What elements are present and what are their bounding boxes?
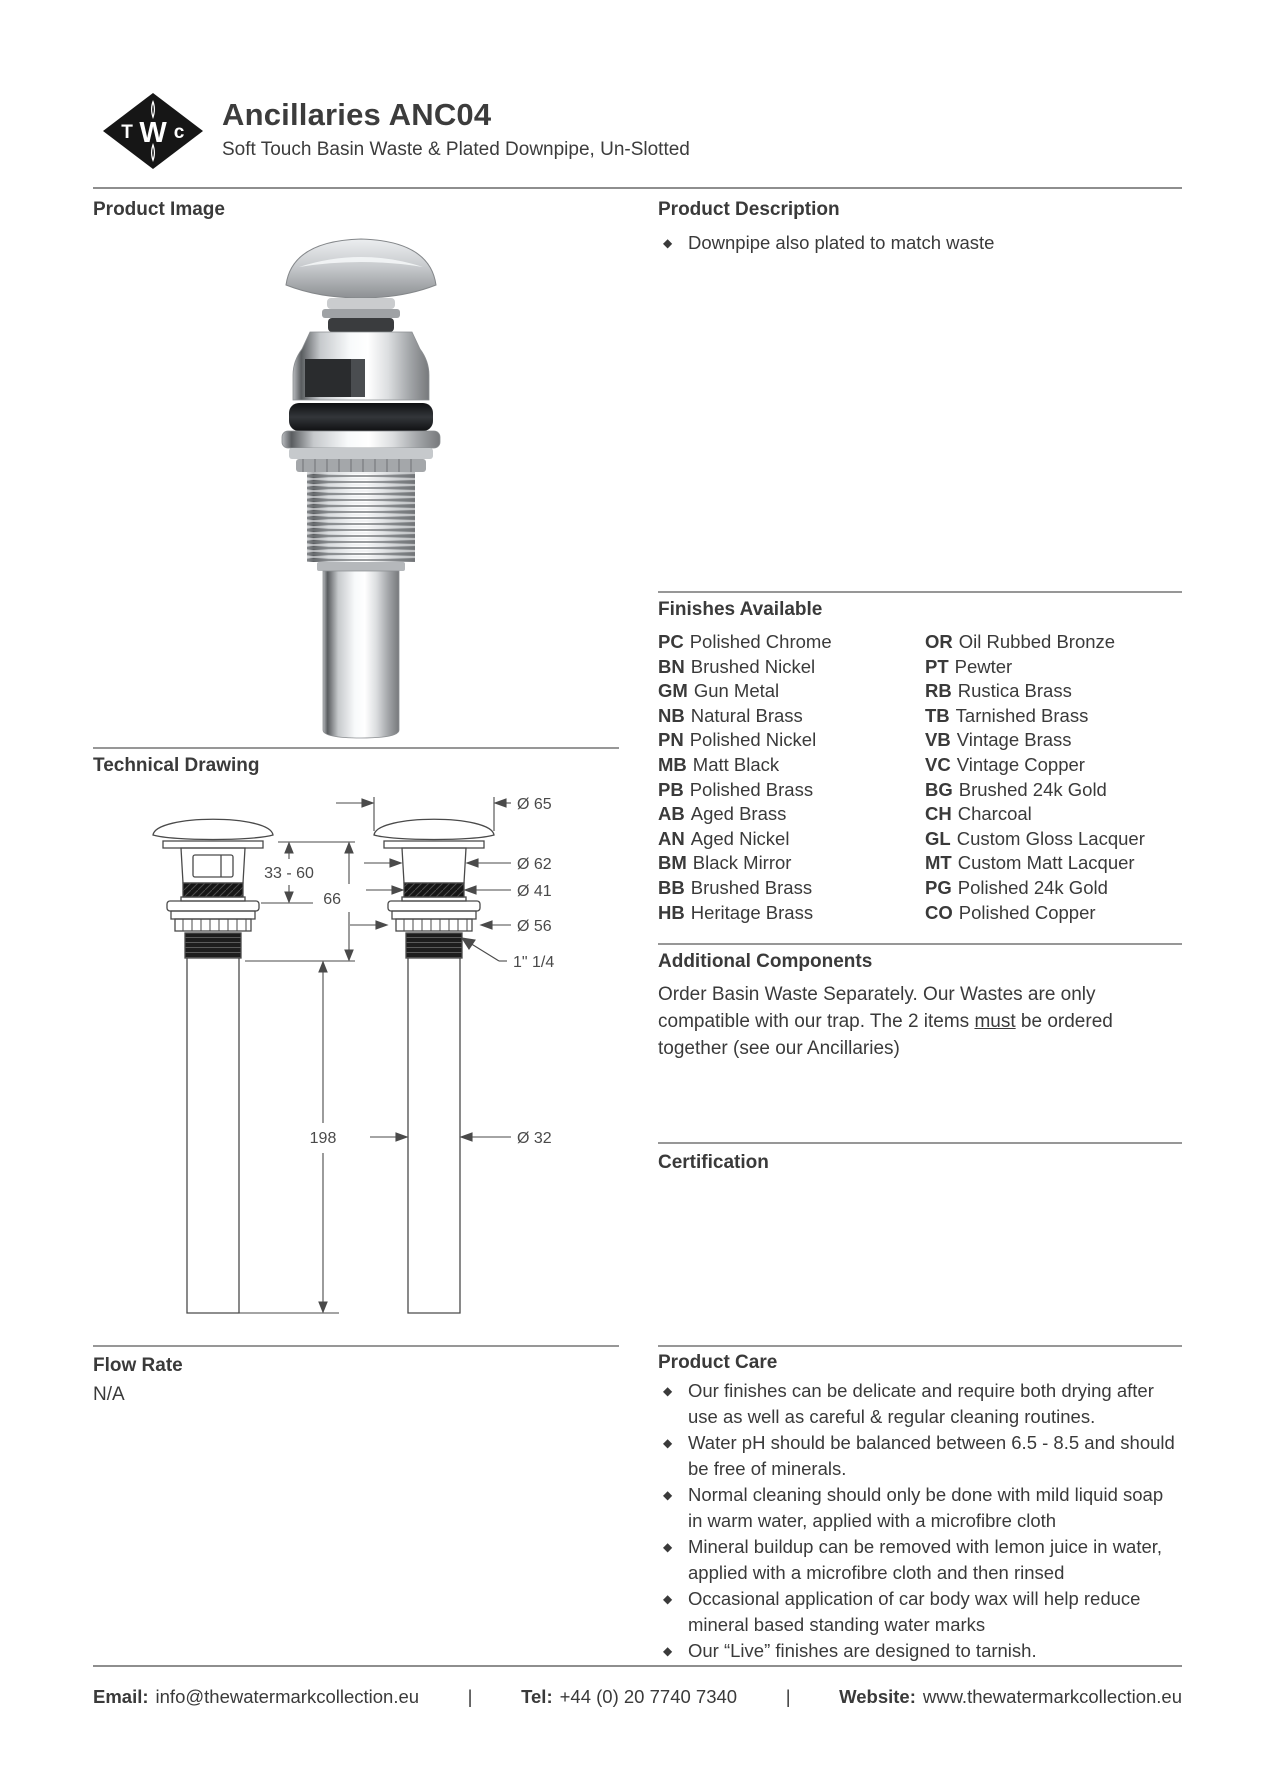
diamond-bullet-icon: ◆ [663,1540,673,1554]
photo-cap [286,239,436,298]
product-care-bullet: ◆ Occasional application of car body wax will help reduce mineral based standing water marks [663,1588,1141,1635]
logo-letter-t: T [121,122,133,143]
basin-waste-photo [93,229,619,744]
product-care-bullet: ◆ Normal cleaning should only be done with mild liquid soap in warm water, applied with a microfibre cloth [663,1484,1164,1531]
diamond-bullet-icon: ◆ [663,1488,673,1502]
finish-item: BG Brushed 24k Gold [925,778,1107,800]
twc-logo [103,93,203,169]
dimension-labels [264,796,554,1147]
product-care-bullet: ◆ Our finishes can be delicate and require both drying after use as well as careful & regular cleaning routines. [663,1380,1154,1427]
product-description-text: Downpipe also plated to match waste [688,232,995,253]
photo-thread [307,472,415,562]
section-technical-drawing [93,747,619,1345]
underlined-must: must [974,1011,1016,1032]
photo-body [293,332,429,400]
diamond-bullet-icon: ◆ [663,1592,673,1606]
finish-item: GL Custom Gloss Lacquer [925,827,1145,849]
product-description-heading: Product Description [658,199,840,220]
diamond-bullet-icon: ◆ [663,1384,673,1398]
section-flow-rate [93,1345,619,1665]
technical-drawing-svg [93,785,619,1325]
flow-rate-heading: Flow Rate [93,1355,183,1376]
content-columns [93,189,1182,1665]
product-care-heading: Product Care [658,1352,778,1373]
diamond-bullet-icon: ◆ [663,236,673,250]
photo-downpipe [323,571,399,738]
finish-item: MB Matt Black [658,753,780,775]
dim-d62-label: Ø 62 [517,856,552,873]
email-address[interactable]: info@thewatermarkcollection.eu [155,1686,420,1707]
footer-website: Website: www.thewatermarkcollection.eu [839,1686,1182,1707]
footer-separator: | [785,1686,791,1707]
product-care-list [658,1378,1182,1664]
photo-flange [282,431,440,472]
product-care-bullet: ◆ Mineral buildup can be removed with lemon juice in water, applied with a microfibre cloth and then rinsed [663,1536,1163,1583]
diamond-bullet-icon: ◆ [663,1644,673,1658]
finish-item: VB Vintage Brass [925,729,1072,751]
footer-tel: Tel: +44 (0) 20 7740 7340 [521,1686,738,1707]
diamond-bullet-icon: ◆ [663,1436,673,1450]
website-url[interactable]: www.thewatermarkcollection.eu [922,1686,1182,1707]
page-subtitle: Soft Touch Basin Waste & Plated Downpipe, Un-Slotted [222,139,690,160]
dim-range-label: 33 - 60 [264,865,314,882]
section-product-image [93,189,619,747]
section-finishes [658,591,1182,943]
finish-item: CO Polished Copper [925,901,1096,923]
section-product-description [658,189,1182,591]
tel-number: +44 (0) 20 7740 7340 [559,1686,738,1707]
finishes-column-1 [658,630,925,925]
flow-rate-value: N/A [93,1384,125,1405]
right-column [658,189,1182,1665]
section-certification [658,1142,1182,1345]
photo-gasket [289,403,433,431]
header-titles [222,97,690,161]
dim-d32-label: Ø 32 [517,1130,552,1147]
finishes-column-2 [925,630,1182,925]
product-description-bullet [658,230,1182,256]
photo-pipe-collar [317,562,405,571]
finish-item: OR Oil Rubbed Bronze [925,631,1116,652]
page-title: Ancillaries ANC04 [222,97,492,132]
finish-item: RB Rustica Brass [925,680,1072,702]
drawing-front-view [153,819,273,1313]
finishes-list [658,630,1182,925]
dim-thread-label: 1" 1/4 [513,954,555,971]
finish-item: CH Charcoal [925,803,1032,825]
finish-item: BN Brushed Nickel [658,655,816,677]
section-product-care [658,1345,1182,1665]
finish-item: NB Natural Brass [658,704,803,726]
technical-drawing-heading: Technical Drawing [93,755,260,776]
header [93,0,1182,189]
finish-item: TB Tarnished Brass [925,704,1089,726]
footer-email: Email: info@thewatermarkcollection.eu [93,1686,420,1707]
dim-height-label: 66 [323,891,341,908]
section-additional-components [658,943,1182,1142]
product-care-bullet: ◆ Our “Live” finishes are designed to tarnish. [658,1638,1182,1664]
logo-letter-w: W [139,117,167,149]
finish-item: PC Polished Chrome [658,631,832,652]
finish-item: PN Polished Nickel [658,729,817,751]
dim-d41-label: Ø 41 [517,883,552,900]
product-image-heading: Product Image [93,199,225,220]
dim-d65-label: Ø 65 [517,796,552,813]
finish-item: PB Polished Brass [658,778,814,800]
finish-item: BB Brushed Brass [658,876,813,898]
dim-d56-label: Ø 56 [517,918,552,935]
finish-item: BM Black Mirror [658,852,792,874]
footer [93,1665,1182,1708]
dim-pipe-length-label: 198 [309,1130,337,1147]
left-column [93,189,619,1665]
finish-item: HB Heritage Brass [658,901,814,923]
technical-drawing [93,785,619,1330]
photo-neck [322,298,400,332]
finish-item: PT Pewter [925,655,1013,677]
additional-components-heading: Additional Components [658,951,873,972]
finish-item: MT Custom Matt Lacquer [925,852,1135,874]
additional-components-text: Order Basin Waste Separately. Our Wastes are only compatible with our trap. The 2 items must be ordered together (see our Ancillaries) [658,984,1113,1059]
product-photo [93,229,619,749]
finish-item: PG Polished 24k Gold [925,876,1108,898]
finishes-heading: Finishes Available [658,599,823,620]
product-care-bullet: ◆ Water pH should be balanced between 6.5 - 8.5 and should be free of minerals. [663,1432,1175,1479]
footer-separator: | [467,1686,473,1707]
finish-item: GM Gun Metal [658,680,780,702]
twc-logo-icon [103,93,203,169]
finish-item: VC Vintage Copper [925,753,1085,775]
certification-heading: Certification [658,1152,769,1173]
finish-item: AB Aged Brass [658,803,787,825]
logo-letter-c: c [173,122,185,143]
finish-item: AN Aged Nickel [658,827,790,849]
